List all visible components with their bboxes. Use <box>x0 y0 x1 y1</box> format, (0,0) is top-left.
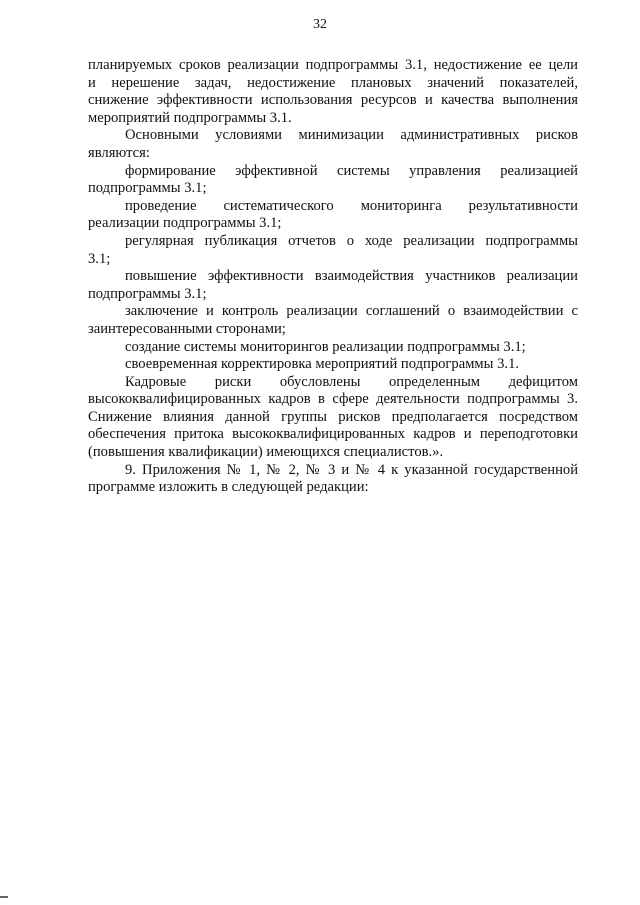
text-line: обеспечения притока высококвалифицированных кадров и переподготовки <box>88 426 578 443</box>
text-line: создание системы мониторингов реализации подпрограммы 3.1; <box>125 338 526 355</box>
text-line: реализации подпрограммы 3.1; <box>88 215 282 232</box>
document-body <box>88 57 578 497</box>
text-line: Снижение влияния данной группы рисков предполагается посредством <box>88 408 578 425</box>
text-line: (повышения квалификации) имеющихся специалистов.». <box>88 444 444 461</box>
text-line: проведение систематического мониторинга результативности <box>125 197 578 214</box>
text-line: 9. Приложения № 1, № 2, № 3 и № 4 к указанной государственной <box>125 461 578 478</box>
text-line: 3.1; <box>88 250 111 267</box>
text-line: регулярная публикация отчетов о ходе реализации подпрограммы <box>125 232 578 249</box>
text-line: снижение эффективности использования ресурсов и качества выполнения <box>88 92 578 109</box>
text-line: Кадровые риски обусловлены определенным дефицитом <box>125 373 578 390</box>
text-line: программе изложить в следующей редакции: <box>88 479 369 496</box>
text-line: мероприятий подпрограммы 3.1. <box>88 109 292 126</box>
text-line: и нерешение задач, недостижение плановых значений показателей, <box>88 74 578 91</box>
scan-edge-mark <box>0 896 8 898</box>
text-line: Основными условиями минимизации административных рисков <box>125 127 578 144</box>
text-line: высококвалифицированных кадров в сфере деятельности подпрограммы 3. <box>88 391 578 408</box>
text-line: подпрограммы 3.1; <box>88 180 207 197</box>
page-number: 32 <box>313 17 327 32</box>
text-line: повышение эффективности взаимодействия участников реализации <box>125 268 578 285</box>
text-line: заинтересованными сторонами; <box>88 320 286 337</box>
text-line: являются: <box>88 144 150 161</box>
text-line: подпрограммы 3.1; <box>88 285 207 302</box>
text-line: планируемых сроков реализации подпрограммы 3.1, недостижение ее цели <box>88 57 578 73</box>
text-line: заключение и контроль реализации соглашений о взаимодействии с <box>125 303 578 320</box>
text-line: своевременная корректировка мероприятий подпрограммы 3.1. <box>125 356 520 373</box>
text-line: формирование эффективной системы управления реализацией <box>125 162 578 179</box>
